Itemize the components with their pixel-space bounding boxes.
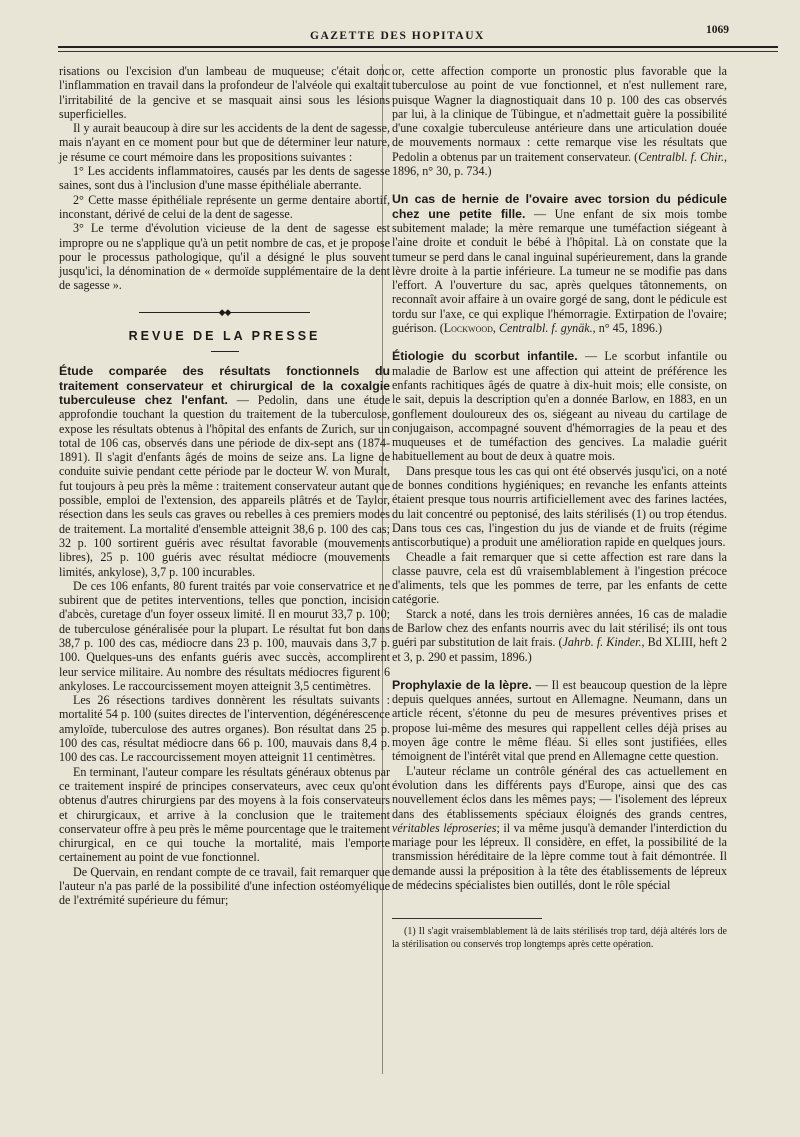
paragraph: Les 26 résections tardives donnèrent les résultats suivants : mortalité 54 p. 100 (suites directes de l'intervention, dégénérescence amyloïde, tuberculose des autres organes). Bon résultat dans 25 p. 100 des cas, résultat médiocre dans 66 p. 100, mauvais dans 8,4 p. 100 des cas. Le raccourcissement moyen atteignit 11 centimètres. <box>59 693 390 765</box>
reference-tail: , 1896, n° 30, p. 734.) <box>392 149 727 179</box>
article-body: — Une enfant de six mois tombe subitement malade; la mère remarque une tuméfaction siégeant à l'aine droite et conduit le bébé à l'hôpital. Là on constate que la tumeur se perd dans le canal inguinal supérieurement, dans la grande lèvre droite à la partie inférieure. La tumeur ne se modifie pas dans l'effort. A l'ouverture du sac, après quelques tâtonnements, on reconnaît avoir affaire à un ovaire gorgé de sang, dont le pédicule est tordu sur l'axe, ce qui explique l'hémorragie. Extirpation de l'ovaire; guérison. ( <box>392 206 727 336</box>
header-rule-thin <box>58 51 778 52</box>
article-coxalgie <box>59 364 390 578</box>
italic-term: véritables léproseries <box>392 820 497 835</box>
proposition-1: 1° Les accidents inflammatoires, causés par les dents de sagesse saines, sont dus à l'inclusion d'une masse épithéliale aberrante. <box>59 164 390 193</box>
paragraph-text: Starck a noté, dans les trois dernières années, 16 cas de maladie de Barlow chez des enfants nourris avec du lait stérilisé; ils ont tous guéri par substitution de lait frais. ( <box>392 606 727 650</box>
journal-title: GAZETTE DES HOPITAUX <box>310 30 485 42</box>
article-title: Étude comparée des résultats fonctionnels du traitement conservateur et chirurgical de la coxalgie tuberculeuse chez l'enfant. <box>59 364 390 407</box>
paragraph: or, cette affection comporte un pronostic plus favorable que la tuberculose au point de vue fonctionnel, et n'est nullement rare, puisque Wagner la diagnostiquait dans 10 p. 100 des cas observés par lui, à la clinique de Tübingue, et n'admettait guère la possibilité d'une coxalgie tuberculeuse antérieure dans une articulation douée de mouvements normaux : cette remarque vise les résultats que Pedolin a obtenus par un traitement conservateur. (Centralbl. f. Chir., 1896, n° 30, p. 734.) <box>392 64 727 179</box>
paragraph: Cheadle a fait remarquer que si cette affection est rare dans la classe pauvre, cela est dû vraisemblablement à l'ingestion précoce d'aliments, tels que les pommes de terre, par les enfants de cette catégorie. <box>392 549 727 607</box>
paragraph-text: L'auteur réclame un contrôle général des cas actuellement en évolution dans les différents pays d'Europe, ainsi que des cas nouvellement éclos dans les mêmes pays; — l'isolement des lépreux dans des établissements spéciaux éloignés des grands centres, <box>392 763 727 821</box>
article-body: — Il est beaucoup question de la lèpre depuis quelques années, surtout en Allemagne. Neumann, dans un article récent, s'étonne du peu de mesures préventives prises et propose lui-même des mesures qui rappellent celles déjà prises au moyen âge contre le même fléau. Si elles sont justifiées, elles témoignent de l'intérêt vital que prend en Allemagne cette question. <box>392 677 727 764</box>
paragraph-text: ; il va même jusqu'à demander l'interdiction du mariage pour les lépreux. Il considère, en effet, la possibilité de la transmission héréditaire de la lèpre comme tout à fait démontrée. Il demande aussi la préposition à la tête des établissements de lépreux de médecins spécialistes bien outillés, dont le rôle spécial <box>392 820 727 893</box>
paragraph: De ces 106 enfants, 80 furent traités par voie conservatrice et ne subirent que de petites interventions, telles que ponction, incision d'abcès, curetage d'un foyer osseux limité. Il en mourut 33,7 p. 100; de tuberculose généralisée pour la plupart. Le résultat fut bon dans 38,7 p. 100 des cas, médiocre dans 23 p. 100, mauvais dans 3,7 p. 100. Quelques-uns des enfants guéris avec succès, accomplirent leur service militaire. Au nombre des résultats médiocres figurent 6 ankyloses. Le raccourcissement moyen atteignit 3,5 centimètres. <box>59 578 390 693</box>
footnote: (1) Il s'agit vraisemblablement là de laits stérilisés trop tard, déjà altérés lors de la stérilisation ou conservés trop longtemps après cette opération. <box>392 926 727 951</box>
paragraph: Dans presque tous les cas qui ont été observés jusqu'ici, on a noté de bonnes conditions hygiéniques; en revanche les enfants atteints étaient presque tous nourris artificiellement avec des farines lactées, du lait concentré ou peptonisé, des laits stérilisés (1) ou trop étendus. Dans tous ces cas, l'ingestion du jus de viande et de fruits (régime antiscorbutique) a produit une amélioration rapide en quelques jours. <box>392 463 727 550</box>
section-heading: REVUE DE LA PRESSE <box>128 329 321 344</box>
reference-tail: , Bd XLIII, heft 2 et 3, p. 290 et passim, 1896.) <box>392 635 728 664</box>
proposition-3: 3° Le terme d'évolution vicieuse de la dent de sagesse est impropre ou ne s'applique qu'à un petit nombre de cas, et je propose pour le processus pathologique, qu'il a désigné le plus souvent jusqu'ici, la dénomination de « dermoïde supplémentaire de la dent de sagesse ». <box>59 221 390 293</box>
left-column <box>59 64 390 908</box>
article-lepre <box>392 678 727 764</box>
reference-journal: Centralbl. f. Chir. <box>638 149 724 164</box>
paragraph: Il y aurait beaucoup à dire sur les accidents de la dent de sagesse, mais n'ayant en ce moment pour but que de déterminer leur nature, je résume ce court mémoire dans les propositions suivantes : <box>59 121 390 164</box>
reference-journal: Centralbl. f. gynäk. <box>498 321 593 336</box>
article-title: Un cas de hernie de l'ovaire avec torsion du pédicule chez une petite fille. <box>392 192 727 221</box>
proposition-2: 2° Cette masse épithéliale représente un germe dentaire abortif, inconstant, dérivé de celui de la dent de sagesse. <box>59 192 390 221</box>
header-rule-thick <box>58 46 778 48</box>
article-hernie-ovaire: Un cas de hernie de l'ovaire avec torsion du pédicule chez une petite fille. — Une enfant de six mois tombe subitement malade; la mère remarque une tuméfaction siégeant à l'aine droite et conduit le bébé à l'hôpital. Là on constate que la tumeur se perd dans le canal inguinal supérieurement, dans la grande lèvre droite à la partie inférieure. La tumeur ne se modifie pas dans l'effort. A l'ouverture du sac, après quelques tâtonnements, on reconnaît avoir affaire à un ovaire gorgé de sang, dont le pédicule est tordu sur l'axe, ce qui explique l'hémorragie. Extirpation de l'ovaire; guérison. (Lockwood, Centralbl. f. gynäk., n° 45, 1896.) <box>392 192 727 336</box>
ornament-divider: ◆◆ <box>59 305 390 319</box>
reference-tail: , n° 45, 1896.) <box>592 321 663 336</box>
article-lead: — Pedolin, dans une étude approfondie touchant la question du traitement de la tuberculose, expose les résultats obtenus à l'hôpital des enfants de Zurich, sur un total de 106 cas, observés dans une période de dix-sept ans (1874-1891). Il s'agit d'enfants âgés de moins de seize ans. La ligne de conduite suivie pendant cette période par le docteur W. von Muralt, fut toujours à peu près la même : traitement conservateur autant que possible, emploi de l'extension, des appareils plâtrés et de Taylor, résection dans les seuls cas graves ou rebelles à ces premiers modes de traitement. La mortalité d'ensemble atteignit 38,6 p. 100 des cas; 32 p. 100 sortirent guéris avec résultat favorable (mouvements libres), 25 p. 100 guéris avec résultat médiocre (mouvements limités, ankylose), 3,7 p. 100 incurables. <box>59 392 390 579</box>
running-head <box>0 24 800 46</box>
reference-journal: Jahrb. f. Kinder. <box>562 635 642 650</box>
article-title: Étiologie du scorbut infantile. <box>392 349 578 364</box>
paragraph: De Quervain, en rendant compte de ce travail, fait remarquer que l'auteur n'a pas parlé de la possibilité d'une infection ostéomyélique de l'extrémité supérieure du fémur; <box>59 864 390 908</box>
paragraph-text: or, cette affection comporte un pronostic plus favorable que la tuberculose au point de vue fonctionnel, et n'est nullement rare, puisque Wagner la diagnostiquait dans 10 p. 100 des cas observés par lui, à la clinique de Tübingue, et n'admettait guère la possibilité d'une coxalgie tuberculeuse antérieure dans une articulation douée de mouvements normaux : cette remarque vise les résultats que Pedolin a obtenus par un traitement conservateur. <box>392 64 727 164</box>
footnote-rule <box>392 918 542 919</box>
paragraph <box>392 764 727 893</box>
page-number: 1069 <box>706 24 729 36</box>
paragraph: En terminant, l'auteur compare les résultats généraux obtenus par ce traitement inspiré de principes conservateurs, avec ceux qu'ont obtenus d'autres chirurgiens par des moyens à la fois conservateurs et chirurgicaux, et arrive à la conclusion que le traitement conservateur offre à peu près le même pourcentage que le traitement chirurgical, en ce qui touche la mortalité, mais l'emporte certainement au point de vue fonctionnel. <box>59 764 390 865</box>
article-body: — Le scorbut infantile ou maladie de Barlow est une affection qui atteint de préférence les enfants rachitiques âgés de quatre à dix-huit mois; elle consiste, on le sait, depuis la description qu'en a donnée Barlow, en 1883, en un gonflement douloureux des os, siégeant au niveau du cartilage de conjugaison, accompagné souvent d'hémorragies de la peau et des muqueuses et de tuméfaction des gencives. La maladie guérit habituellement au bout de deux à quatre mois. <box>392 349 727 464</box>
reference-author: Lockwood <box>443 321 493 336</box>
section-rule <box>211 351 239 352</box>
right-column <box>392 64 727 951</box>
article-scorbut <box>392 349 727 463</box>
paragraph: risations ou l'excision d'un lambeau de muqueuse; c'était donc l'inflammation en travail dans la profondeur de l'alvéole qui exaltait l'irritabilité de la gencive et se masquait ainsi sous les lésions superficielles. <box>59 64 390 121</box>
article-title: Prophylaxie de la lèpre. <box>392 677 532 692</box>
paragraph <box>392 607 727 664</box>
